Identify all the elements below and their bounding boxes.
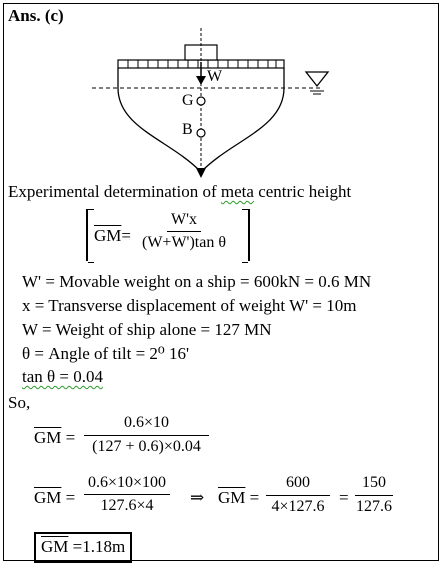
step2-fraction2 bbox=[266, 474, 330, 516]
step2-lhs: $\overline{GM}$ = bbox=[34, 488, 76, 507]
given-line: x = Transverse displacement of weight W' = 10m bbox=[22, 296, 357, 315]
step2-numerator3: 150 bbox=[355, 474, 393, 496]
point-g-marker bbox=[197, 97, 205, 105]
point-b-marker bbox=[197, 129, 205, 137]
answer-heading: Ans. (c) bbox=[8, 6, 64, 25]
step2-numerator2: 600 bbox=[266, 474, 330, 496]
step1-lhs: $\overline{GM}$ = bbox=[34, 428, 76, 447]
b-label: B bbox=[182, 121, 193, 138]
given-line: W' = Movable weight on a ship = 600kN = 0.6 MN bbox=[22, 272, 372, 291]
formula-numerator: W'x bbox=[167, 211, 201, 232]
final-answer-lhs: $\overline{GM}$ bbox=[41, 537, 69, 556]
step2-denominator: 127.6×4 bbox=[100, 497, 154, 514]
implies-icon: ⇒ bbox=[190, 488, 205, 507]
given-line: W = Weight of ship alone = 127 MN bbox=[22, 320, 272, 339]
step1-denominator: (127 + 0.6)×0.04 bbox=[92, 438, 201, 455]
formula-lhs: $\overline{GM}=$ bbox=[94, 226, 131, 245]
ship-cabin bbox=[185, 45, 217, 60]
final-answer-value: =1.18m bbox=[68, 537, 126, 556]
given-line: θ = Angle of tilt = 2⁰ 16' bbox=[22, 344, 190, 363]
step2-eq3: = bbox=[339, 488, 349, 507]
weight-arrow-icon bbox=[196, 76, 206, 85]
step1-numerator: 0.6×10 bbox=[84, 414, 209, 436]
step2-numerator: 0.6×10×100 bbox=[84, 474, 170, 495]
formula-fraction bbox=[138, 211, 230, 252]
step2-denominator3: 127.6 bbox=[356, 498, 392, 515]
step2-denominator2: 4×127.6 bbox=[271, 498, 325, 515]
section-title: Experimental determination of meta centric height bbox=[8, 182, 352, 201]
step2-lhs2: $\overline{GM}$ = bbox=[218, 488, 260, 507]
final-answer-box bbox=[34, 532, 132, 563]
deck-railing bbox=[128, 60, 276, 68]
formula-denominator: (W+W')tan θ bbox=[142, 234, 226, 251]
step2-fraction3 bbox=[352, 474, 396, 516]
buoyancy-arrow-icon bbox=[196, 168, 206, 178]
g-label: G bbox=[182, 92, 194, 109]
water-level-icon bbox=[306, 72, 328, 86]
weight-label: W bbox=[207, 68, 223, 85]
ship-diagram bbox=[0, 0, 445, 190]
so-label: So, bbox=[8, 393, 31, 412]
step2-fraction bbox=[84, 474, 170, 515]
given-line: tan θ = 0.04 bbox=[22, 367, 103, 386]
step1-fraction bbox=[84, 414, 209, 456]
